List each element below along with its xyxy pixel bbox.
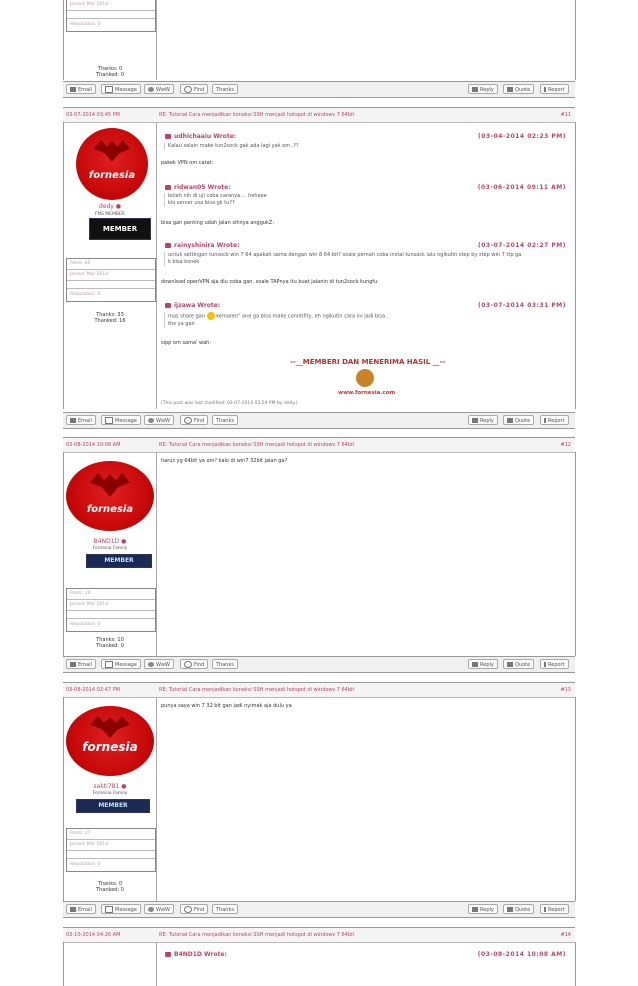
email-button[interactable]: [66, 84, 96, 94]
message-label: Message: [115, 87, 137, 93]
find-button[interactable]: [180, 84, 208, 94]
thanks-button[interactable]: [212, 659, 238, 669]
message-button[interactable]: [101, 904, 141, 914]
message-icon: [105, 417, 113, 424]
thanks-count: Thanks: 10: [96, 637, 124, 643]
find-label: Find: [194, 907, 205, 913]
spacer: [67, 11, 155, 19]
reply-icon: [472, 87, 478, 92]
thanks-button[interactable]: [212, 904, 238, 914]
quote-author-text: B4ND1D Wrote:: [174, 951, 227, 958]
post-divider: [156, 697, 157, 901]
thanks-button[interactable]: [212, 415, 238, 425]
www-label: WwW: [156, 418, 170, 424]
message-icon: [105, 661, 113, 668]
find-button[interactable]: [180, 904, 208, 914]
eagle-icon: [94, 140, 130, 162]
quote-icon: [507, 662, 513, 667]
rank-badge: [86, 554, 152, 568]
globe-icon: [148, 418, 154, 423]
post-subject[interactable]: RE: Tutorial Cara menjadikan koneksi SSH menjadi hotspot di windows 7 64bit: [159, 932, 355, 938]
thanks-label: Thanks: [216, 907, 234, 913]
joined-label: Joined: Mar 2014: [67, 840, 155, 851]
report-button[interactable]: [540, 904, 569, 914]
reputation-label: Reputation: 0: [70, 622, 101, 627]
find-button[interactable]: [180, 659, 208, 669]
quote-button[interactable]: [503, 904, 534, 914]
quote-author-text: ijzawa Wrote:: [174, 302, 221, 309]
reply-label: Reply: [480, 662, 494, 668]
spacer: [67, 851, 155, 859]
quote-text: kemaren" ane ga bisa make conntifity, eh ngikutin cara ini jadi bisa..: [216, 313, 389, 320]
reply-label: Reply: [480, 87, 494, 93]
quote-author: [165, 302, 220, 309]
user-stats: [66, 258, 156, 302]
globe-icon: [148, 907, 154, 912]
reply-label: Reply: [480, 907, 494, 913]
username-text: sakti781: [93, 783, 120, 790]
reply-button[interactable]: [468, 84, 498, 94]
thanked-count: Thanked: 16: [94, 318, 126, 324]
thanks-button[interactable]: [212, 84, 238, 94]
quote-button[interactable]: [503, 84, 534, 94]
thanks-label: Thanks: [216, 418, 234, 424]
quote-icon: [165, 185, 171, 190]
post-date: 03-10-2014 04:26 AM: [66, 932, 121, 938]
reply-icon: [472, 907, 478, 912]
thanked-count: Thanked: 0: [96, 72, 124, 78]
quote-line: thx ya gan: [168, 320, 195, 327]
thanks-count: Thanks: 0: [97, 881, 123, 887]
quote-line: klo server usa bisa gk tu??: [168, 200, 235, 206]
quote-icon: [507, 87, 513, 92]
find-button[interactable]: [180, 415, 208, 425]
www-button[interactable]: [144, 659, 174, 669]
quote-date: (03-04-2014 02:23 PM): [477, 133, 566, 140]
eagle-icon: [90, 473, 130, 497]
avatar[interactable]: [66, 461, 154, 531]
email-label: Email: [78, 907, 92, 913]
post-date: 03-07-2014 03:45 PM: [66, 112, 120, 118]
www-label: WwW: [156, 87, 170, 93]
posts-label: Posts: 17: [67, 829, 155, 840]
report-label: Report: [548, 418, 565, 424]
quote-author: [165, 184, 231, 191]
envelope-icon: [70, 907, 76, 912]
find-label: Find: [194, 418, 205, 424]
report-button[interactable]: [540, 84, 569, 94]
user-title: Fornesia Family: [92, 791, 128, 796]
email-button[interactable]: [66, 659, 96, 669]
quote-body: Kalau selain make tun2sock gak ada lagi yak om ,??: [164, 143, 573, 150]
spacer: [67, 611, 155, 619]
post-number[interactable]: #11: [560, 112, 571, 118]
post-header: [63, 107, 575, 123]
post-text: bisa gan penting udah jalan sihnya anggukZ:: [161, 220, 275, 226]
search-icon: [184, 906, 192, 913]
spacer: [67, 281, 155, 289]
username[interactable]: [66, 783, 154, 790]
quote-line: untuk settingan tunsock win 7 64 apakah sama dengan win 8 64 bit? soale pernah coba instal tunsock lalu ngikutin step by step win 7 ttp ga: [168, 252, 522, 258]
post-divider: [156, 0, 157, 80]
report-icon: [544, 87, 546, 92]
post-number[interactable]: #12: [560, 442, 571, 448]
reply-button[interactable]: [468, 659, 498, 669]
report-icon: [544, 662, 546, 667]
post-text: download openVPN aja dlu coba gan. soale TAPnya itu buat jalanin di tun2sock kungfu:: [161, 279, 379, 285]
quote-label: Quote: [515, 87, 531, 93]
quote-date: (03-07-2014 02:27 PM): [477, 242, 566, 249]
report-label: Report: [548, 662, 565, 668]
avatar-logo: fornesia: [88, 170, 136, 181]
user-title: Fornesia Family: [92, 546, 128, 551]
quote-author-text: rainyshinira Wrote:: [174, 242, 240, 249]
post-subject[interactable]: RE: Tutorial Cara menjadikan koneksi SSH menjadi hotspot di windows 7 64bit: [159, 687, 355, 693]
quote-body: [164, 312, 573, 328]
quote-date: (03-06-2014 09:11 AM): [477, 184, 566, 191]
reply-icon: [472, 418, 478, 423]
rank-label: MEMBER: [98, 802, 128, 809]
reputation-label: Reputation: 0: [70, 292, 101, 297]
thanks-count: Thanks: 33: [96, 312, 124, 318]
post-divider: [156, 452, 157, 656]
thanks-label: Thanks: [216, 87, 234, 93]
user-title: FNS MEMBER: [95, 212, 125, 217]
quote-icon: [165, 303, 171, 308]
posts-label: Posts: 85: [67, 259, 155, 270]
globe-icon: [148, 662, 154, 667]
post-date: 03-08-2014 02:47 PM: [66, 687, 120, 693]
email-label: Email: [78, 87, 92, 93]
message-label: Message: [115, 907, 137, 913]
quote-date: (03-07-2014 03:31 PM): [477, 302, 566, 309]
quote-line: [168, 312, 573, 321]
username[interactable]: [66, 203, 154, 210]
quote-icon: [507, 907, 513, 912]
rank-label: MEMBER: [102, 225, 138, 233]
post-divider: [156, 122, 157, 409]
joined-label: Joined: Mar 2014: [67, 0, 155, 11]
quote-icon: [507, 418, 513, 423]
joined-label: Joined: Mar 2014: [67, 270, 155, 281]
envelope-icon: [70, 418, 76, 423]
quote-author: [165, 133, 236, 140]
reply-button[interactable]: [468, 415, 498, 425]
rank-label: MEMBER: [104, 557, 134, 564]
user-stats: [66, 828, 156, 872]
avatar[interactable]: [76, 128, 148, 200]
thanks-label: Thanks: [216, 662, 234, 668]
post-body-frame: [63, 942, 576, 986]
username-text: dedy: [98, 203, 114, 210]
post-text: pakek VPN om catat:: [161, 160, 214, 166]
message-icon: [105, 86, 113, 93]
edit-note: (This post was last modified: 03-07-2014 03:54 PM by dedy.): [161, 401, 298, 406]
find-label: Find: [194, 662, 205, 668]
post-text: sipp om sama' wah:: [161, 340, 212, 346]
quote-button[interactable]: [503, 659, 534, 669]
quote-label: Quote: [515, 418, 531, 424]
rank-badge: [76, 799, 150, 813]
quote-icon: [165, 134, 171, 139]
post-subject[interactable]: RE: Tutorial Cara menjadikan koneksi SSH menjadi hotspot di windows 7 64bit: [159, 112, 355, 118]
report-label: Report: [548, 907, 565, 913]
user-stats: [66, 588, 156, 632]
reply-icon: [472, 662, 478, 667]
envelope-icon: [70, 87, 76, 92]
report-label: Report: [548, 87, 565, 93]
eagle-icon: [90, 716, 130, 738]
reply-button[interactable]: [468, 904, 498, 914]
signature-text: --__MEMBERI DAN MENERIMA HASIL __--: [290, 358, 446, 366]
username[interactable]: [66, 538, 154, 545]
quote-label: Quote: [515, 907, 531, 913]
quote-label: Quote: [515, 662, 531, 668]
report-icon: [544, 418, 546, 423]
quote-icon: [165, 952, 171, 957]
quote-button[interactable]: [503, 415, 534, 425]
post-actions: [63, 656, 575, 673]
post-header: [63, 682, 575, 698]
username-text: B4ND1D: [93, 538, 120, 545]
quote-text: mas share gan: [168, 313, 205, 320]
search-icon: [184, 86, 192, 93]
thanked-count: Thanked: 0: [96, 887, 124, 893]
joined-label: Joined: Mar 2014: [67, 600, 155, 611]
message-label: Message: [115, 662, 137, 668]
smiley-icon: [207, 312, 215, 320]
www-button[interactable]: [144, 415, 174, 425]
post-subject[interactable]: RE: Tutorial Cara menjadikan koneksi SSH menjadi hotspot di windows 7 64bit: [159, 442, 355, 448]
report-button[interactable]: [540, 415, 569, 425]
thanked-count: Thanked: 0: [96, 643, 124, 649]
avatar-logo: fornesia: [86, 504, 134, 515]
www-button[interactable]: [144, 904, 174, 914]
message-button[interactable]: [101, 659, 141, 669]
www-label: WwW: [156, 907, 170, 913]
quote-author: [165, 951, 227, 958]
online-icon: ●: [121, 783, 127, 790]
online-icon: ●: [115, 203, 122, 210]
email-button[interactable]: [66, 415, 96, 425]
email-label: Email: [78, 418, 92, 424]
message-icon: [105, 906, 113, 913]
post-divider: [156, 942, 157, 986]
quote-icon: [165, 243, 171, 248]
www-label: WwW: [156, 662, 170, 668]
post-actions: [63, 81, 575, 98]
quote-date: (03-08-2014 10:08 AM): [477, 951, 566, 958]
quote-body: [164, 193, 573, 207]
quote-line: boleh nih di uji coba caranya.... heheee: [168, 193, 267, 199]
online-icon: ●: [121, 538, 127, 545]
message-button[interactable]: [101, 84, 141, 94]
user-stats: [66, 0, 156, 32]
signature-link[interactable]: www.fornesia.com: [338, 390, 396, 396]
envelope-icon: [70, 662, 76, 667]
post-date: 03-08-2014 10:08 AM: [66, 442, 121, 448]
report-button[interactable]: [540, 659, 569, 669]
report-icon: [544, 907, 546, 912]
quote-author-text: ridwan05 Wrote:: [174, 184, 231, 191]
quote-author: [165, 242, 240, 249]
message-label: Message: [115, 418, 137, 424]
quote-author-text: udhichaaiu Wrote:: [174, 133, 237, 140]
post-header: [63, 927, 575, 943]
posts-label: Posts: 10: [67, 589, 155, 600]
avatar[interactable]: [66, 706, 154, 776]
post-number[interactable]: #14: [560, 932, 571, 938]
message-button[interactable]: [101, 415, 141, 425]
reply-label: Reply: [480, 418, 494, 424]
reputation-label: Reputation: 0: [70, 22, 101, 27]
globe-icon: [148, 87, 154, 92]
post-text: harus yg 64bit ya om? kalo di win7 32bit jalan ga?: [161, 458, 288, 464]
search-icon: [184, 661, 192, 668]
quote-body: [164, 252, 573, 266]
rank-badge: [89, 218, 151, 240]
post-actions: [63, 901, 575, 918]
avatar-logo: fornesia: [82, 740, 138, 754]
monkey-icon: [356, 369, 374, 387]
post-text: punya saya win 7 32 bit gan jadi nyimak aja dulu ya: [161, 703, 292, 709]
email-button[interactable]: [66, 904, 96, 914]
quote-line: k bisa konek: [168, 259, 200, 265]
search-icon: [184, 417, 192, 424]
post-number[interactable]: #13: [560, 687, 571, 693]
email-label: Email: [78, 662, 92, 668]
reputation-label: Reputation: 0: [70, 862, 101, 867]
post-actions: [63, 412, 575, 429]
thanks-count: Thanks: 0: [97, 66, 123, 72]
www-button[interactable]: [144, 84, 174, 94]
post-header: [63, 437, 575, 453]
find-label: Find: [194, 87, 205, 93]
